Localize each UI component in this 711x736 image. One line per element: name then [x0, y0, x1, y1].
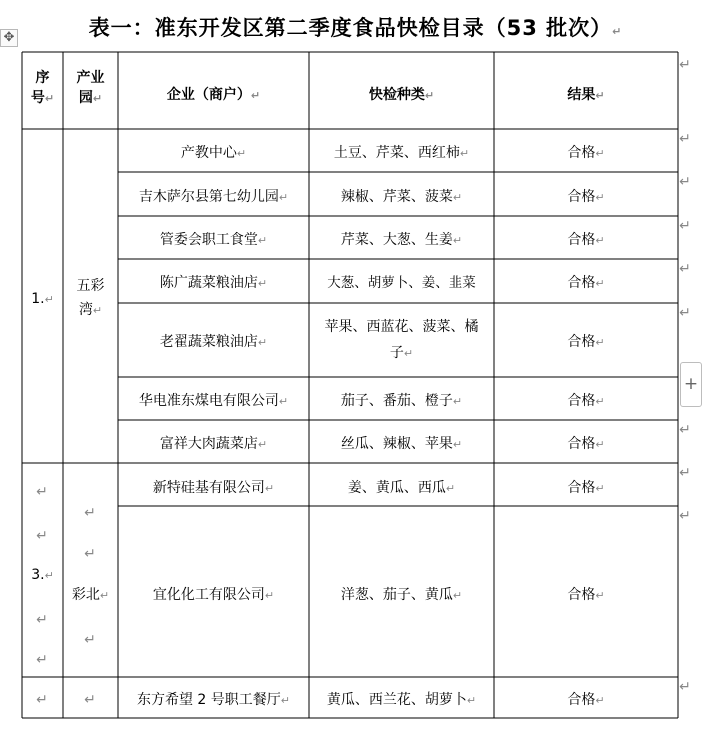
result-cell [494, 273, 678, 294]
table-title-text: 表一：准东开发区第二季度食品快检目录（53 批次） [88, 16, 613, 40]
result-cell [494, 391, 678, 412]
company-name: 富祥大肉蔬菜店 [159, 436, 258, 452]
empty-para-mark: ↵ [84, 546, 96, 562]
group-park [63, 274, 118, 323]
test-items: 洋葱、茄子、黄瓜 [340, 587, 453, 603]
result-value: 合格 [567, 692, 596, 708]
plus-icon: + [683, 374, 699, 394]
paragraph-mark: ↵ [595, 482, 605, 495]
row-end-mark: ↵ [679, 57, 691, 73]
test-items: 茄子、番茄、橙子 [340, 393, 453, 409]
result-value: 合格 [567, 275, 596, 291]
company-name: 老翟蔬菜粮油店 [159, 334, 258, 350]
header-type [309, 85, 494, 106]
empty-para-mark: ↵ [36, 652, 48, 668]
result-value: 合格 [567, 436, 596, 452]
paragraph-mark: ↵ [403, 347, 414, 360]
company-cell [118, 187, 309, 208]
paragraph-mark: ↵ [257, 438, 268, 451]
header-park [63, 68, 118, 109]
type-cell [309, 391, 494, 412]
row-end-mark: ↵ [679, 218, 691, 234]
type-cell [309, 314, 494, 367]
company-cell [118, 391, 309, 412]
company-name: 华电准东煤电有限公司 [138, 393, 279, 409]
result-cell [494, 143, 678, 164]
paragraph-mark: ↵ [257, 336, 268, 349]
group-park-name: 彩北 [71, 587, 100, 603]
company-cell [118, 230, 309, 251]
row-end-mark: ↵ [679, 508, 691, 524]
paragraph-mark: ↵ [595, 234, 605, 247]
paragraph-mark: ↵ [92, 92, 103, 105]
paragraph-mark: ↵ [595, 438, 605, 451]
header-park-line: 园 [78, 90, 93, 106]
paragraph-mark: ↵ [264, 482, 275, 495]
paragraph-mark: ↵ [595, 89, 605, 102]
paragraph-mark: ↵ [452, 589, 463, 602]
header-company-text: 企业（商户） [166, 87, 251, 103]
type-cell [309, 585, 494, 606]
paragraph-mark: ↵ [99, 589, 110, 602]
result-value: 合格 [567, 232, 596, 248]
group-seq [22, 289, 63, 310]
type-cell [309, 478, 494, 499]
company-name: 新特硅基有限公司 [152, 480, 265, 496]
test-items: 芹菜、大葱、生姜 [340, 232, 453, 248]
header-park-line: 产业 [76, 70, 105, 86]
paragraph-mark: ↵ [278, 395, 289, 408]
result-cell [494, 187, 678, 208]
group-park [63, 585, 118, 606]
company-cell [118, 143, 309, 164]
row-end-mark: ↵ [679, 174, 691, 190]
header-seq-line: 序 [35, 70, 50, 86]
group-park-line: 湾 [78, 302, 93, 318]
result-cell [494, 434, 678, 455]
header-seq [22, 68, 63, 109]
result-cell [494, 690, 678, 711]
empty-para-mark: ↵ [36, 528, 48, 544]
result-value: 合格 [567, 145, 596, 161]
paragraph-mark: ↵ [595, 589, 605, 602]
header-result-text: 结果 [567, 87, 596, 103]
row-end-mark: ↵ [679, 422, 691, 438]
type-cell [309, 187, 494, 208]
paragraph-mark: ↵ [445, 482, 456, 495]
paragraph-mark: ↵ [44, 92, 55, 105]
test-items-line: 苹果、西蓝花、菠菜、橘 [324, 319, 479, 335]
row-end-mark: ↵ [679, 131, 691, 147]
empty-para-mark: ↵ [36, 484, 48, 500]
test-items: 大葱、胡萝卜、姜、韭菜 [327, 275, 476, 291]
test-items: 土豆、芹菜、西红柿 [333, 145, 460, 161]
company-cell [118, 434, 309, 455]
empty-para-mark: ↵ [84, 692, 96, 708]
company-cell [118, 690, 309, 711]
paragraph-mark: ↵ [452, 438, 463, 451]
type-cell [309, 690, 494, 711]
company-cell [118, 332, 309, 353]
empty-para-mark: ↵ [36, 692, 48, 708]
paragraph-mark: ↵ [257, 234, 268, 247]
paragraph-mark: ↵ [250, 89, 261, 102]
paragraph-mark: ↵ [595, 191, 605, 204]
type-cell [309, 434, 494, 455]
company-name: 产教中心 [180, 145, 237, 161]
group-seq-value: 1. [31, 291, 45, 307]
paragraph-mark: ↵ [424, 89, 435, 102]
result-value: 合格 [567, 334, 596, 350]
empty-para-mark: ↵ [36, 612, 48, 628]
paragraph-mark: ↵ [44, 293, 54, 306]
paragraph-mark: ↵ [452, 395, 463, 408]
paragraph-mark: ↵ [595, 277, 605, 290]
paragraph-mark: ↵ [92, 304, 103, 317]
test-items: 丝瓜、辣椒、苹果 [340, 436, 453, 452]
company-name: 管委会职工食堂 [159, 232, 258, 248]
result-cell [494, 585, 678, 606]
row-end-mark: ↵ [679, 679, 691, 695]
paragraph-mark: ↵ [452, 234, 463, 247]
company-cell [118, 585, 309, 606]
paragraph-mark: ↵ [466, 694, 477, 707]
paragraph-mark: ↵ [257, 277, 268, 290]
paragraph-mark: ↵ [595, 147, 605, 160]
paragraph-mark: ↵ [595, 336, 605, 349]
group-park-line: 五彩 [76, 278, 105, 294]
company-name: 陈广蔬菜粮油店 [159, 275, 258, 291]
result-value: 合格 [567, 480, 596, 496]
test-items-line: 子 [389, 345, 404, 361]
paragraph-mark: ↵ [459, 147, 470, 160]
result-value: 合格 [567, 189, 596, 205]
paragraph-mark: ↵ [452, 191, 463, 204]
test-items: 黄瓜、西兰花、胡萝卜 [326, 692, 467, 708]
paragraph-mark: ↵ [264, 589, 275, 602]
row-end-mark: ↵ [679, 305, 691, 321]
result-value: 合格 [567, 587, 596, 603]
company-name: 东方希望 2 号职工餐厅 [136, 692, 281, 708]
paragraph-mark: ↵ [595, 694, 605, 707]
group-seq-value: 3. [31, 567, 45, 583]
empty-para-mark: ↵ [84, 505, 96, 521]
test-items: 姜、黄瓜、西瓜 [347, 480, 446, 496]
row-end-mark: ↵ [679, 465, 691, 481]
result-cell [494, 332, 678, 353]
paragraph-mark: ↵ [44, 569, 54, 582]
header-company [118, 85, 309, 106]
paragraph-mark: ↵ [280, 694, 291, 707]
company-name: 宜化化工有限公司 [152, 587, 265, 603]
header-type-text: 快检种类 [368, 87, 425, 103]
add-row-button[interactable] [680, 362, 702, 407]
paragraph-mark: ↵ [612, 25, 623, 38]
company-cell [118, 478, 309, 499]
header-result [494, 85, 678, 106]
move-glyph: ✥ [3, 30, 15, 45]
company-cell [118, 273, 309, 294]
paragraph-mark: ↵ [595, 395, 605, 408]
type-cell [309, 273, 494, 293]
header-seq-line: 号 [30, 90, 45, 106]
test-items: 辣椒、芹菜、菠菜 [340, 189, 453, 205]
paragraph-mark: ↵ [236, 147, 247, 160]
empty-para-mark: ↵ [84, 632, 96, 648]
type-cell [309, 143, 494, 164]
result-cell [494, 230, 678, 251]
row-end-mark: ↵ [679, 261, 691, 277]
company-name: 吉木萨尔县第七幼儿园 [138, 189, 279, 205]
paragraph-mark: ↵ [278, 191, 289, 204]
result-cell [494, 478, 678, 499]
result-value: 合格 [567, 393, 596, 409]
group-seq [22, 565, 63, 586]
type-cell [309, 230, 494, 251]
